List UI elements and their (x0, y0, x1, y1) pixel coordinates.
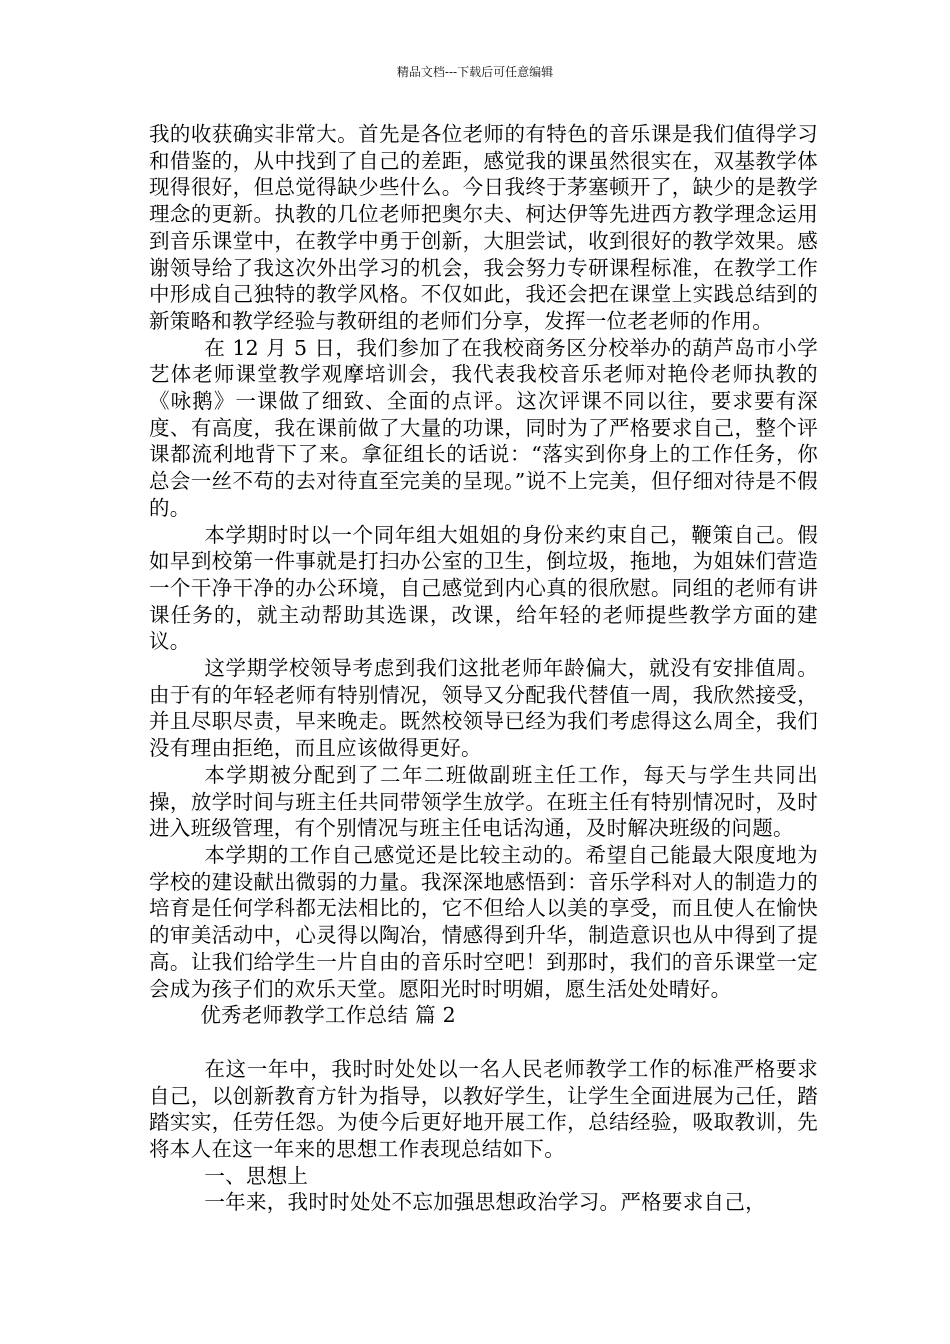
paragraph-1: 我的收获确实非常大。首先是各位老师的有特色的音乐课是我们值得学习和借鉴的，从中找到了自己的差距，感觉我的课虽然很实在，双基教学体现得很好，但总觉得缺少些什么。今日我终于茅塞顿开了，缺少的是教学理念的更新。执教的几位老师把奥尔夫、柯达伊等先进西方教学理念运用到音乐课堂中，在教学中勇于创新，大胆尝试，收到很好的教学效果。感谢领导给了我这次外出学习的机会，我会努力专研课程标准，在教学工作中形成自己独特的教学风格。不仅如此，我还会把在课堂上实践总结到的新策略和教学经验与教研组的老师们分享，发挥一位老老师的作用。 (149, 122, 818, 333)
paragraph-3: 本学期时时以一个同年组大姐姐的身份来约束自己，鞭策自己。假如早到校第一件事就是打扫办公室的卫生，倒垃圾，拖地，为姐妹们营造一个干净干净的办公环境，自己感觉到内心真的很欣慰。同组的老师有讲课任务的，就主动帮助其选课，改课，给年轻的老师提些教学方面的建议。 (149, 522, 818, 654)
paragraph-7: 在这一年中，我时时处处以一名人民老师教学工作的标准严格要求自己，以创新教育方针为指导，以教好学生，让学生全面进展为己任，踏踏实实，任劳任怨。为使今后更好地开展工作，总结经验，吸取教训，先将本人在这一年来的思想工作表现总结如下。 (149, 1056, 818, 1162)
paragraph-6: 本学期的工作自己感觉还是比较主动的。希望自己能最大限度地为学校的建设献出微弱的力量。我深深地感悟到：音乐学科对人的制造力的培育是任何学科都无法相比的，它不但给人以美的享受，而且使人在愉快的审美活动中，心灵得以陶冶，情感得到升华，制造意识也从中得到了提高。让我们给学生一片自由的音乐时空吧！到那时，我们的音乐课堂一定会成为孩子们的欢乐天堂。愿阳光时时明媚，愿生活处处晴好。 (149, 842, 818, 1001)
section-title: 优秀老师教学工作总结 篇 2 (200, 1003, 457, 1028)
section-spacer (149, 1029, 818, 1056)
paragraph-4: 这学期学校领导考虑到我们这批老师年龄偏大，就没有安排值周。由于有的年轻老师有特别情况，领导又分配我代替值一周，我欣然接受，并且尽职尽责，早来晚走。既然校领导已经为我们考虑得这么周全，我们没有理由拒绝，而且应该做得更好。 (149, 656, 818, 761)
page-header: 精品文档---下载后可任意编辑 (396, 65, 554, 79)
document-body (149, 121, 818, 1216)
paragraph-8: 一年来，我时时处处不忘加强思想政治学习。严格要求自己， (204, 1190, 766, 1215)
paragraph-2: 在 12 月 5 日，我们参加了在我校商务区分校举办的葫芦岛市小学艺体老师课堂教学观摩培训会，我代表我校音乐老师对艳伶老师执教的《咏鹅》一课做了细致、全面的点评。这次评课不同以往，要求要有深度、有高度，我在课前做了大量的功课，同时为了严格要求自己，整个评课都流利地背下了来。拿征组长的话说：“落实到你身上的工作任务，你总会一丝不苟的去对待直至完美的呈现。”说不上完美，但仔细对待是不假的。 (149, 335, 818, 520)
subheading-thought: 一、思想上 (204, 1163, 309, 1188)
paragraph-5: 本学期被分配到了二年二班做副班主任工作，每天与学生共同出操，放学时间与班主任共同带领学生放学。在班主任有特别情况时，及时进入班级管理，有个别情况与班主任电话沟通，及时解决班级的问题。 (149, 762, 818, 841)
